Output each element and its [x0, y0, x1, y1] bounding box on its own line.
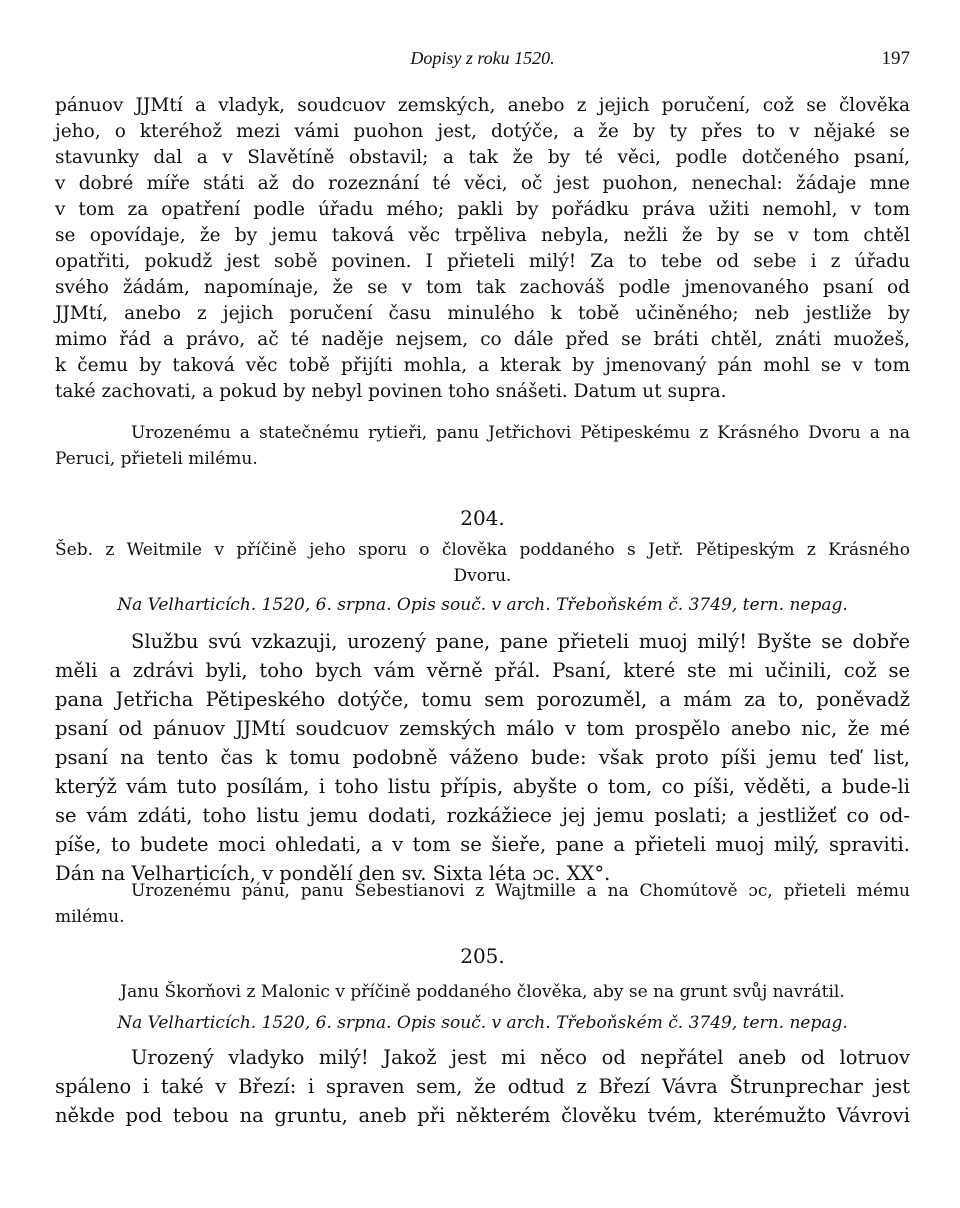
address-line: Peruci, přieteli milému.: [55, 449, 258, 469]
summary-line: Janu Škorňovi z Malonic v příčině poddaného člověka, aby se na grunt svůj navrátil.: [120, 982, 845, 1002]
text-line: psaní na tento čas k tomu podobně váženo bude: však proto píši jemu teď list,: [55, 746, 910, 769]
text-line: Službu svú vzkazuji, urozený pane, pane přieteli muoj milý! Byšte se dobře: [131, 630, 910, 653]
text-line: k čemu by taková věc tobě přijíti mohla, a kterak by jmenovaný pán mohl se v tom: [55, 355, 910, 376]
address-line: milému.: [55, 907, 125, 927]
letter-204-source: [55, 592, 910, 618]
text-line: kterýž vám tuto posílám, i toho listu přípis, abyšte o tom, co píši, věděti, a bude-li: [55, 775, 910, 798]
text-line: pana Jetřicha Pětipeského dotýče, tomu sem porozuměl, a mám za to, poněvadž: [55, 688, 910, 711]
page-header: [55, 48, 910, 74]
source-note: Na Velharticích. 1520, 6. srpna. Opis souč. v arch. Třeboňském č. 3749, tern. nepag.: [117, 595, 848, 615]
address-line: Urozenému pánu, panu Šebestianovi z Wajtmille a na Chomútově ɔc, přieteli mému: [131, 881, 910, 901]
letter-205-source: [55, 1010, 910, 1036]
text-line: opatřiti, pokudž jest sobě povinen. I přieteli milý! Za to tebe od sebe i z úřadu: [55, 251, 910, 272]
text-line: píše, to budete moci ohledati, a v tom se šieře, pane a přieteli muoj milý, spraviti.: [55, 833, 910, 856]
text-line: svého žádám, napomínaje, že se v tom tak zachováš podle jmenovaného psaní od: [55, 277, 910, 298]
page-number: 197: [881, 48, 910, 69]
address-line: Urozenému a statečnému rytieři, panu Jetřichovi Pětipeskému z Krásného Dvoru a na: [131, 423, 910, 443]
text-line: psaní od pánuov JJMtí soudcuov zemských málo v tom prospělo anebo nic, že mé: [55, 717, 910, 740]
running-title: Dopisy z roku 1520.: [410, 48, 555, 68]
text-line: v dobré míře státi až do rozeznání té věci, oč jest puohon, nenechal: žádaje mne: [55, 173, 910, 194]
letter-203-address: [55, 420, 910, 472]
letter-204-number: 204.: [460, 506, 505, 530]
text-line: v tom za opatření podle úřadu mého; pakli by pořádku práva užiti nemohl, v tom: [55, 199, 910, 220]
summary-line: Šeb. z Weitmile v příčině jeho sporu o člověka poddaného s Jetř. Pětipeským z Krásného: [55, 540, 910, 560]
letter-204-address: [55, 878, 910, 930]
text-line: se vám zdáti, toho listu jemu dodati, rozkážiece jej jemu poslati; a jestližeť co od-: [55, 804, 910, 827]
text-line: se opovídaje, že by jemu taková věc trpěliva nebyla, nežli že by se v tom chtěl: [55, 225, 910, 246]
summary-line: Dvoru.: [453, 566, 512, 586]
text-line: spáleno i také v Březí: i spraven sem, že odtud z Březí Vávra Štrunprechar jest: [55, 1075, 910, 1098]
text-line: také zachovati, a pokud by nebyl povinen toho snášeti. Datum ut supra.: [55, 381, 727, 402]
text-line: pánuov JJMtí a vladyk, soudcuov zemských, anebo z jejich poručení, což se člověka: [55, 95, 910, 116]
text-line: někde pod tebou na gruntu, aneb při některém člověku tvém, kterémužto Vávrovi: [55, 1104, 910, 1127]
letter-204-body: [55, 627, 910, 888]
letter-205-body: [55, 1043, 910, 1130]
letter-205-number: 205.: [460, 944, 505, 968]
text-line: stavunky dal a v Slavětíně obstavil; a tak že by té věci, podle dotčeného psaní,: [55, 147, 910, 168]
letter-205-summary: [55, 979, 910, 1005]
letter-204-summary: [55, 537, 910, 589]
text-line: Urozený vladyko milý! Jakož jest mi něco od nepřátel aneb od lotruov: [131, 1046, 910, 1069]
text-line: měli a zdrávi byli, toho bych vám věrně přál. Psaní, které ste mi učinili, což se: [55, 659, 910, 682]
text-line: Dán na Velharticích, v pondělí den sv. Sixta léta ɔc. XX°.: [55, 862, 611, 885]
text-line: JJMtí, anebo z jejich poručení času minulého k tobě učiněného; neb jestliže by: [55, 303, 910, 324]
source-note: Na Velharticích. 1520, 6. srpna. Opis souč. v arch. Třeboňském č. 3749, tern. nepag.: [117, 1013, 848, 1033]
text-line: jeho, o kteréhož mezi vámi puohon jest, dotýče, a že by ty přes to v nějaké se: [55, 121, 910, 142]
document-page: [55, 0, 910, 1208]
letter-203-body: [55, 93, 910, 405]
text-line: mimo řád a právo, ač té naděje nejsem, co dále před se bráti chtěl, znáti muožeš,: [55, 329, 910, 350]
